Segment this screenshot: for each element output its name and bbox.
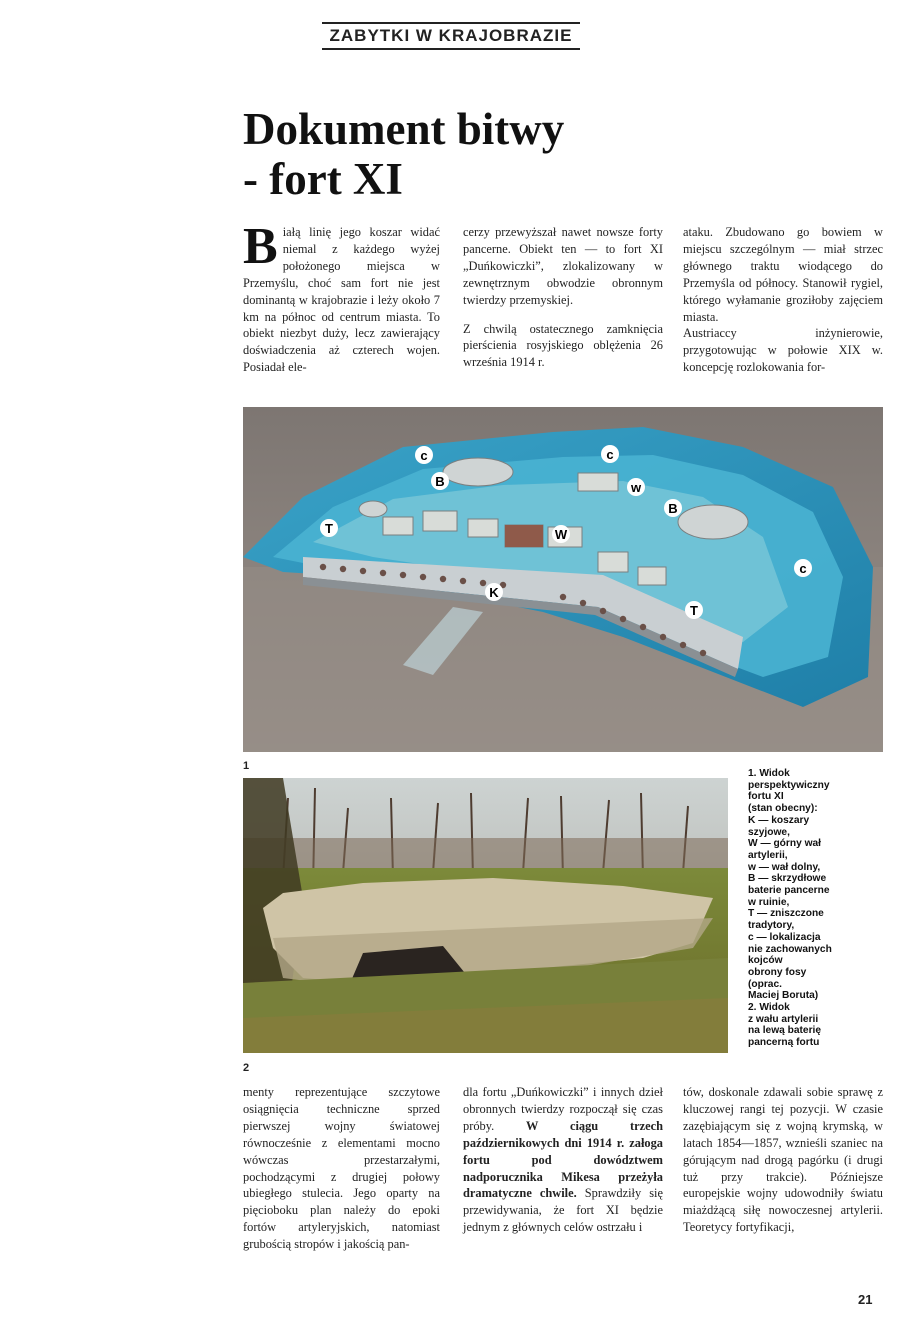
caption-line: perspektywiczny [748, 779, 830, 791]
bottom-column-1 [243, 1084, 440, 1253]
caption-line: obrony fosy [748, 966, 807, 978]
top-column-3-paragraph-2: Austriaccy inżynierowie, przygotowując w połowie XIX w. koncepcję rozlokowania for- [683, 326, 883, 375]
section-tag: ZABYTKI W KRAJOBRAZIE [322, 26, 580, 50]
top-column-2 [463, 224, 663, 371]
caption-line: pancerną fortu [748, 1037, 820, 1049]
bottom-column-2 [463, 1084, 663, 1236]
caption-line: K — koszary [748, 814, 810, 826]
caption-line: szyjowe, [748, 826, 790, 838]
caption-line: 2. Widok [748, 1002, 790, 1014]
drop-cap: B [243, 218, 278, 275]
fort-battery-photo [243, 778, 728, 1053]
caption-line: fortu XI [748, 791, 784, 803]
caption-line: c — lokalizacja [748, 931, 821, 943]
top-column-1-text: iałą linię jego koszar widać niemal z każdego wyżej położonego miejsca w Przemyślu, choć sam fort nie jest dominantą w krajobrazie i leży około 7 km na północ od centrum miasta. To obiekt niezbyt duży, lecz zawierający doświadczenia aż czterech wojen. Posiadał ele- [243, 225, 440, 375]
top-column-3-paragraph-1: ataku. Zbudowano go bowiem w miejscu szczególnym — miał strzec głównego traktu wiodącego do Przemyśla od północy. Stanowił rygiel, którego wyłamanie groziłoby zajęciem miasta. [683, 225, 883, 324]
marker-B-1: B [435, 474, 445, 489]
caption-line: na lewą baterię [748, 1025, 822, 1037]
caption-line: Maciej Boruta) [748, 990, 819, 1002]
bottom-column-2-intro: dla fortu „Duńkowiczki” i innych dzieł obronnych twierdzy rozpoczął się czas próby. [463, 1085, 663, 1133]
title-line-1: Dokument bitwy [243, 104, 565, 154]
top-column-1 [243, 218, 440, 376]
caption-line: W — górny wał [748, 838, 822, 850]
marker-K: K [489, 585, 499, 600]
caption-line: kojców [748, 955, 783, 967]
fort-battery-illustration [243, 778, 728, 1053]
caption-line: w ruinie, [748, 896, 790, 908]
bottom-column-1-text: menty reprezentujące szczytowe osiągnięcia techniczne sprzed pierwszej wojny światowej równocześnie z elementami mocno wówczas przestarzałymi, pochodzącymi z drugiej połowy ubiegłego stulecia. Jego oparty na pięcioboku plan należy do epoki fortów artyleryjskich, natomiast grubością stropów i jakością pan- [243, 1085, 440, 1252]
bottom-column-3 [683, 1084, 883, 1236]
bottom-column-2-rest: Sprawdziły się przewidywania, że fort XI będzie jednym z głównych celów ostrzału i [463, 1186, 663, 1235]
caption-line: 1. Widok [748, 768, 790, 779]
caption-line: nie zachowanych [748, 943, 832, 955]
title-line-2: - fort XI [243, 154, 403, 204]
marker-c-1: c [420, 448, 428, 463]
marker-B-2: B [668, 501, 678, 516]
figure-2-number: 2 [243, 1062, 250, 1074]
page-number: 21 [858, 1292, 873, 1307]
caption-line: B — skrzydłowe [748, 873, 827, 885]
caption-line: tradytory, [748, 920, 795, 932]
top-column-2-paragraph-2: Z chwilą ostatecznego zamknięcia pierścienia rosyjskiego oblężenia 26 września 1914 r. [463, 321, 663, 370]
marker-w: w [630, 480, 642, 495]
marker-T-1: T [325, 521, 333, 536]
caption-line: baterie pancerne [748, 885, 830, 897]
caption-line: artylerii, [748, 849, 788, 861]
article-title [243, 104, 713, 204]
caption-line: (oprac. [748, 978, 782, 990]
marker-c-2: c [606, 447, 614, 462]
top-column-2-paragraph-1: cerzy przewyższał nawet nowsze forty pancerne. Obiekt ten — to fort XI „Duńkowiczki”, zlokalizowany w zewnętrznym obwodzie obronnym twierdzy przemyskiej. [463, 225, 663, 307]
figure-1-number: 1 [243, 760, 250, 772]
marker-c-3: c [799, 561, 807, 576]
caption-line: T — zniszczone [748, 908, 824, 920]
fort-model-illustration [243, 407, 883, 752]
caption-line: w — wał dolny, [748, 861, 821, 873]
top-column-3 [683, 224, 883, 376]
bottom-column-2-bold: W ciągu trzech październikowych dni 1914 r. załoga fortu pod dowództwem nadporucznika Mikesa przeżyła dramatyczne chwile. [463, 1118, 663, 1201]
marker-W: W [554, 527, 568, 542]
caption-line: (stan obecny): [748, 803, 818, 815]
bottom-column-3-text: tów, doskonale zdawali sobie sprawę z kluczowej rangi tej pozycji. W czasie zazębiającym się z wojną krymską, w latach 1854—1857, wznieśli szaniec na górującym nad drogą pagórku (i drugi tuż przy trakcie). Późniejsze europejskie wojny udowodniły światu miażdżącą siłę nowoczesnej artylerii. Teoretycy fortyfikacji, [683, 1085, 883, 1235]
fort-model-photo [243, 407, 883, 752]
figure-caption [748, 768, 860, 1049]
caption-line: z wału artylerii [748, 1013, 819, 1025]
marker-T-2: T [690, 603, 698, 618]
